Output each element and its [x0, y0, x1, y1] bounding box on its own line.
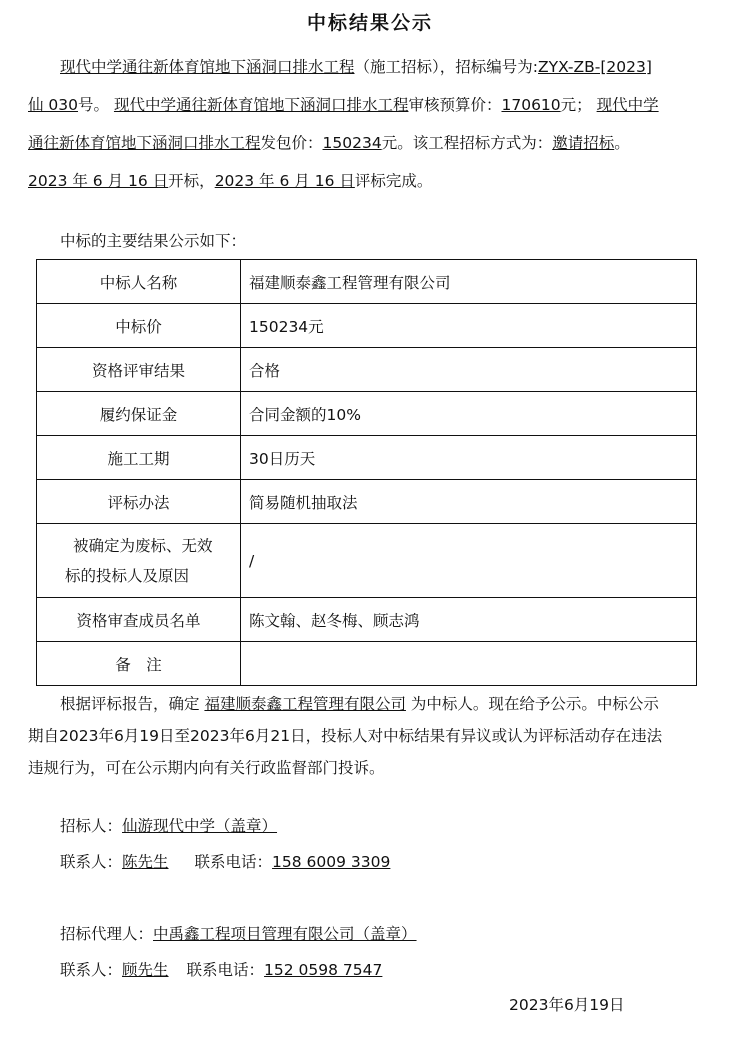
row-value: /: [241, 524, 697, 598]
row-value: 福建顺泰鑫工程管理有限公司: [241, 260, 697, 304]
agent-line: 招标代理人：中禹鑫工程项目管理有限公司（盖章）: [60, 925, 417, 943]
row-label: 资格评审结果: [37, 348, 241, 392]
agent-contact: 顾先生: [122, 961, 169, 979]
winner-name: 福建顺泰鑫工程管理有限公司: [204, 695, 406, 713]
page-title: 中标结果公示: [306, 12, 433, 34]
intro-paragraph: 现代中学通往新体育馆地下涵洞口排水工程（施工招标），招标编号为:ZYX-ZB-[2023]仙 030号。 现代中学通往新体育馆地下涵洞口排水工程审核预算价：170610元； 现代中学通往新体育馆地下涵洞口排水工程发包价：150234元。该工程招标方式为：邀请招标。2023 年 6 月 16 日开标，2023 年 6 月 16 日评标完成。: [28, 58, 659, 190]
row-value: 简易随机抽取法: [241, 480, 697, 524]
open-date: 2023 年 6 月 16 日: [28, 172, 169, 190]
row-label-line: 被确定为废标、无效: [73, 536, 213, 555]
row-label: 备 注: [37, 642, 241, 686]
publish-date: 2023年6月19日: [509, 996, 625, 1014]
row-label: 资格审查成员名单: [37, 598, 241, 642]
table-row: [37, 598, 697, 642]
row-label: 中标人名称: [37, 260, 241, 304]
agent-name: 中禹鑫工程项目管理有限公司（盖章）: [153, 925, 417, 943]
project-name: 现代中学通往新体育馆地下涵洞口排水工程: [28, 96, 659, 152]
table-row: [37, 524, 697, 598]
table-row: [37, 642, 697, 686]
project-name: 现代中学通往新体育馆地下涵洞口排水工程: [113, 96, 409, 114]
row-label-line: 标的投标人及原因: [65, 566, 190, 585]
contract-price: 150234: [322, 134, 382, 152]
bid-method: 邀请招标: [552, 134, 615, 152]
result-table: [36, 259, 697, 686]
row-value: 150234元: [241, 304, 697, 348]
tenderer-contact: 陈先生: [122, 853, 169, 871]
table-row: [37, 348, 697, 392]
row-value: 陈文翰、赵冬梅、顾志鸿: [241, 598, 697, 642]
table-row: [37, 436, 697, 480]
notice-paragraph: 根据评标报告，确定 福建顺泰鑫工程管理有限公司 为中标人。现在给予公示。中标公示期自2023年6月19日至2023年6月21日，投标人对中标结果有异议或认为评标活动存在违法违规行为，可在公示期内向有关行政监督部门投诉。: [28, 695, 663, 777]
evaluation-date: 2023 年 6 月 16 日: [214, 172, 355, 190]
tenderer-line: 招标人：仙游现代中学（盖章）: [60, 817, 278, 835]
table-row: [37, 392, 697, 436]
bid-number: ZYX-ZB-[2023]仙 030: [28, 58, 652, 114]
agent-contact-line: 联系人：顾先生 联系电话：152 0598 7547: [60, 961, 383, 979]
row-value: 合同金额的10%: [241, 392, 697, 436]
project-name: 现代中学通往新体育馆地下涵洞口排水工程: [60, 58, 355, 76]
table-row: [37, 480, 697, 524]
row-value: [241, 642, 697, 686]
tenderer-phone: 158 6009 3309: [272, 853, 391, 871]
tenderer-contact-line: 联系人：陈先生 联系电话：158 6009 3309: [60, 853, 391, 871]
row-label: 中标价: [37, 304, 241, 348]
budget-price: 170610: [501, 96, 561, 114]
table-row: [37, 260, 697, 304]
tenderer-name: 仙游现代中学（盖章）: [122, 817, 278, 835]
row-label: [37, 524, 241, 598]
agent-phone: 152 0598 7547: [264, 961, 383, 979]
row-value: 30日历天: [241, 436, 697, 480]
row-label: 履约保证金: [37, 392, 241, 436]
row-label: 施工工期: [37, 436, 241, 480]
table-lead: 中标的主要结果公示如下：: [60, 232, 247, 250]
row-value: 合格: [241, 348, 697, 392]
row-label: 评标办法: [37, 480, 241, 524]
table-row: [37, 304, 697, 348]
